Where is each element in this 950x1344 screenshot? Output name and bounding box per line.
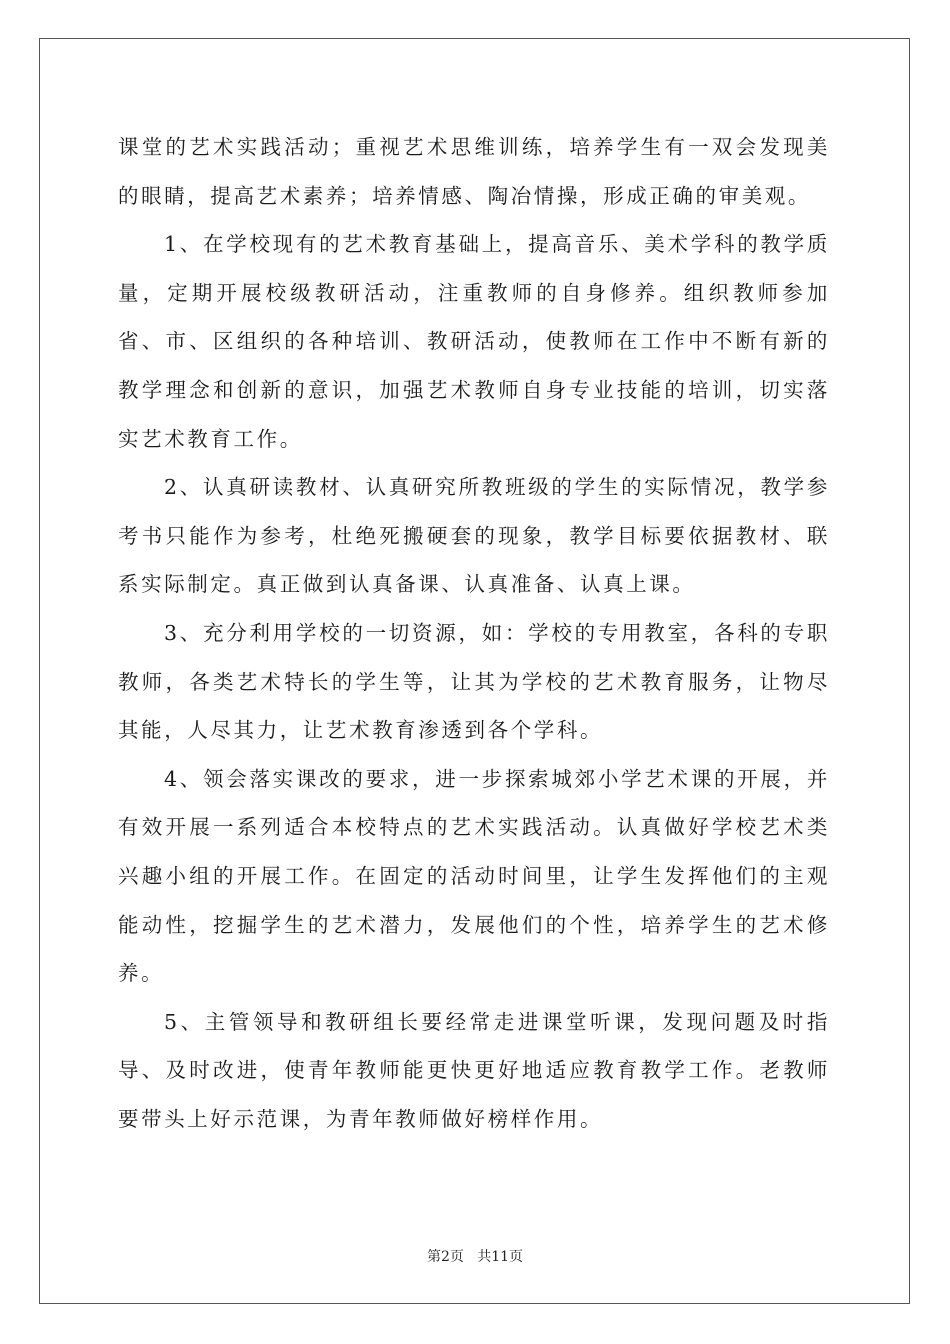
page-number: 第2页 共11页	[426, 1249, 524, 1265]
paragraph-2: 1、在学校现有的艺术教育基础上，提高音乐、美术学科的教学质量，定期开展校级教研活动，注重教师的自身修养。组织教师参加省、市、区组织的各种培训、教研活动，使教师在工作中不断有新的教学理念和创新的意识，加强艺术教师自身专业技能的培训，切实落实艺术教育工作。	[118, 232, 830, 451]
paragraph-5: 4、领会落实课改的要求，进一步探索城郊小学艺术课的开展，并有效开展一系列适合本校特点的艺术实践活动。认真做好学校艺术类兴趣小组的开展工作。在固定的活动时间里，让学生发挥他们的主观能动性，挖掘学生的艺术潜力，发展他们的个性，培养学生的艺术修养。	[118, 766, 830, 986]
paragraph-6: 5、主管领导和教研组长要经常走进课堂听课，发现问题及时指导、及时改进，使青年教师能更快更好地适应教育教学工作。老教师要带头上好示范课，为青年教师做好榜样作用。	[118, 1009, 830, 1131]
paragraph-3: 2、认真研读教材、认真研究所教班级的学生的实际情况，教学参考书只能作为参考，杜绝死搬硬套的现象，教学目标要依据教材、联系实际制定。真正做到认真备课、认真准备、认真上课。	[118, 475, 830, 597]
page-footer	[0, 1246, 950, 1266]
paragraph-1: 课堂的艺术实践活动；重视艺术思维训练，培养学生有一双会发现美的眼睛，提高艺术素养；培养情感、陶冶情操，形成正确的审美观。	[118, 135, 830, 208]
document-body	[118, 123, 830, 1143]
paragraph-4: 3、充分利用学校的一切资源，如：学校的专用教室，各科的专职教师，各类艺术特长的学生等，让其为学校的艺术教育服务，让物尽其能，人尽其力，让艺术教育渗透到各个学科。	[118, 620, 830, 743]
